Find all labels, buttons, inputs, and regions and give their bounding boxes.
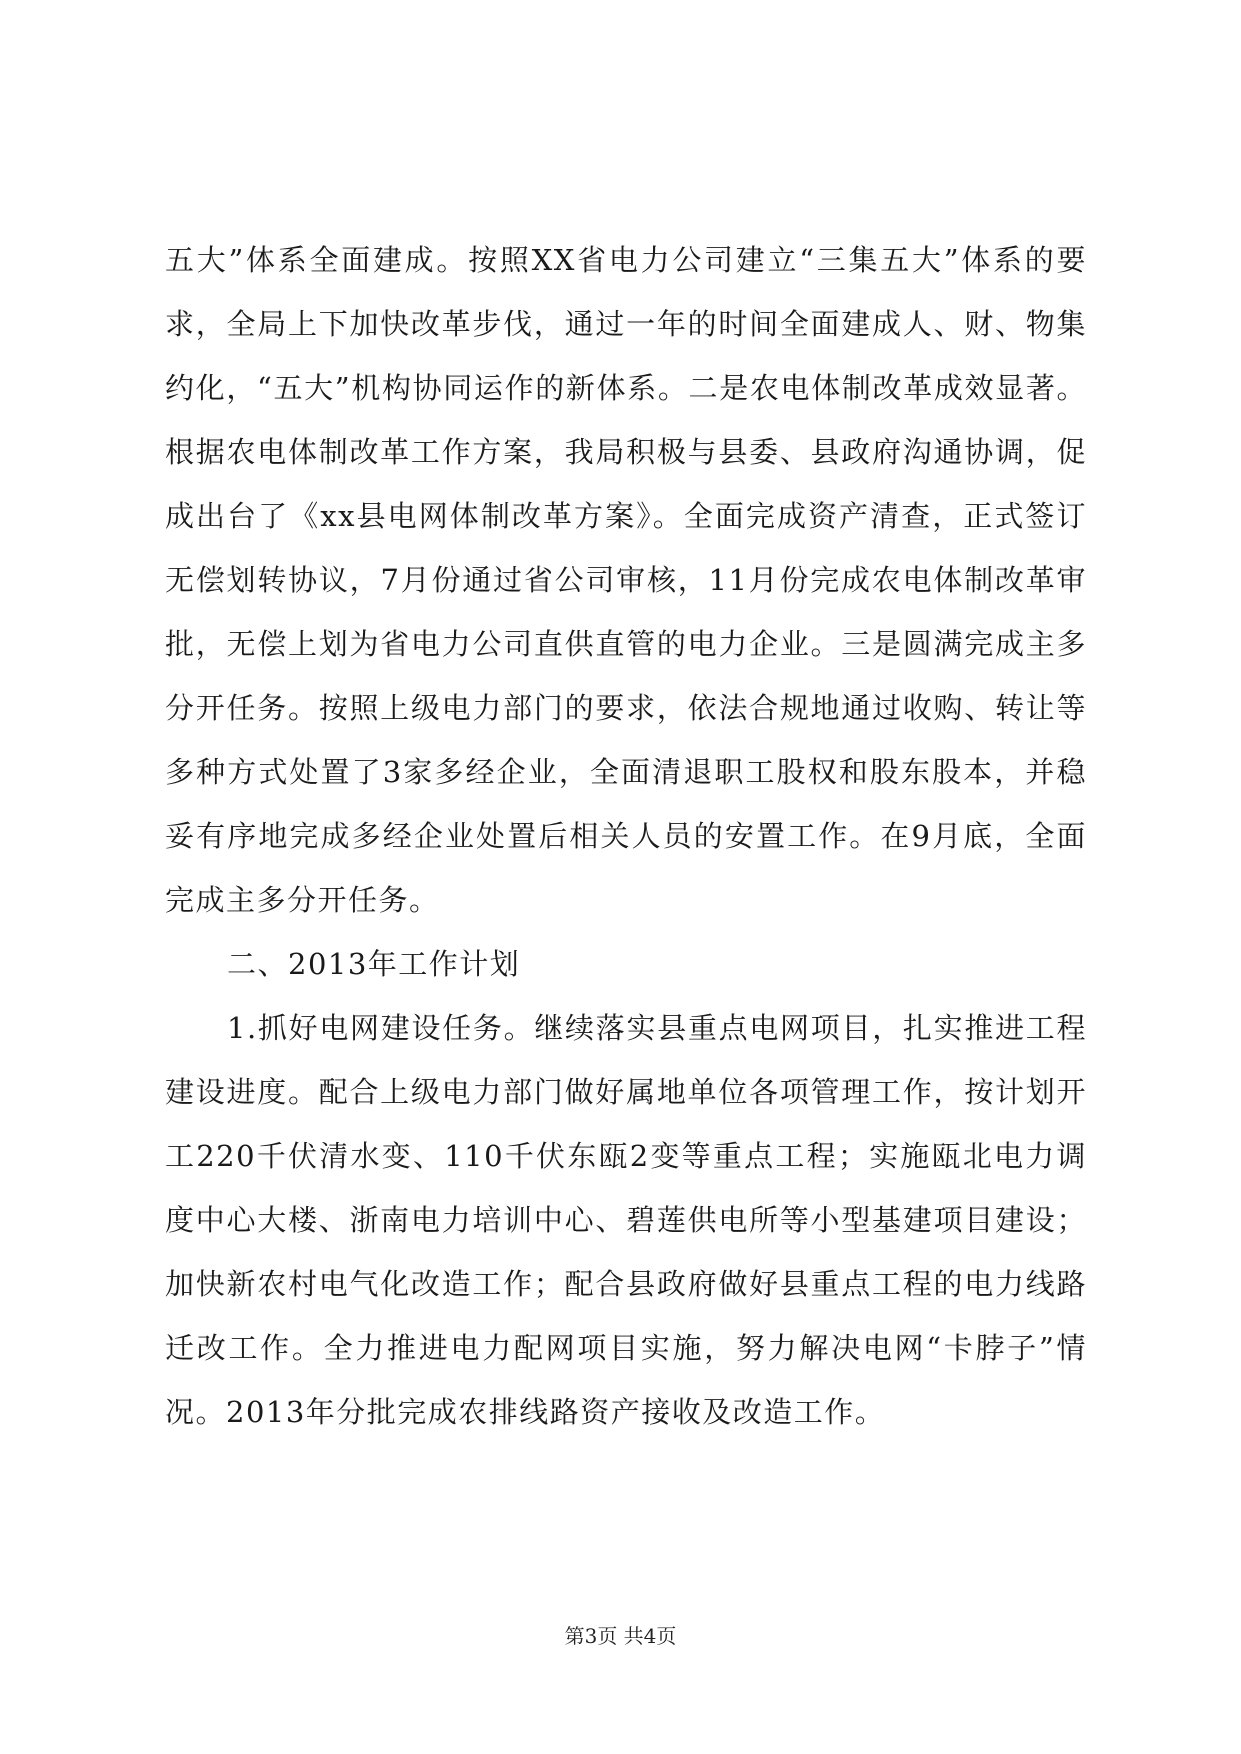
page-footer [0, 1620, 1241, 1649]
body-paragraph-grid-construction: 1.抓好电网建设任务。继续落实县重点电网项目，扎实推进工程建设进度。配合上级电力部门做好属地单位各项管理工作，按计划开工220千伏清水变、110千伏东瓯2变等重点工程；实施瓯北电力调度中心大楼、浙南电力培训中心、碧莲供电所等小型基建项目建设；加快新农村电气化改造工作；配合县政府做好县重点工程的电力线路迁改工作。全力推进电力配网项目实施，努力解决电网“卡脖子”情况。2013年分批完成农排线路资产接收及改造工作。 [165, 1011, 1087, 1429]
body-paragraph-1: 五大”体系全面建成。按照XX省电力公司建立“三集五大”体系的要求，全局上下加快改革步伐，通过一年的时间全面建成人、财、物集约化，“五大”机构协同运作的新体系。二是农电体制改革成效显著。根据农电体制改革工作方案，我局积极与县委、县政府沟通协调，促成出台了《xx县电网体制改革方案》。全面完成资产清查，正式签订无偿划转协议，7月份通过省公司审核，11月份完成农电体制改革审批，无偿上划为省电力公司直供直管的电力企业。三是圆满完成主多分开任务。按照上级电力部门的要求，依法合规地通过收购、转让等多种方式处置了3家多经企业，全面清退职工股权和股东股本，并稳妥有序地完成多经企业处置后相关人员的安置工作。在9月底，全面完成主多分开任务。 [165, 243, 1087, 917]
document-body [165, 228, 1087, 1444]
section-heading-2013-plan: 二、2013年工作计划 [227, 947, 521, 981]
page-number-label: 第3页 共4页 [564, 1624, 677, 1648]
